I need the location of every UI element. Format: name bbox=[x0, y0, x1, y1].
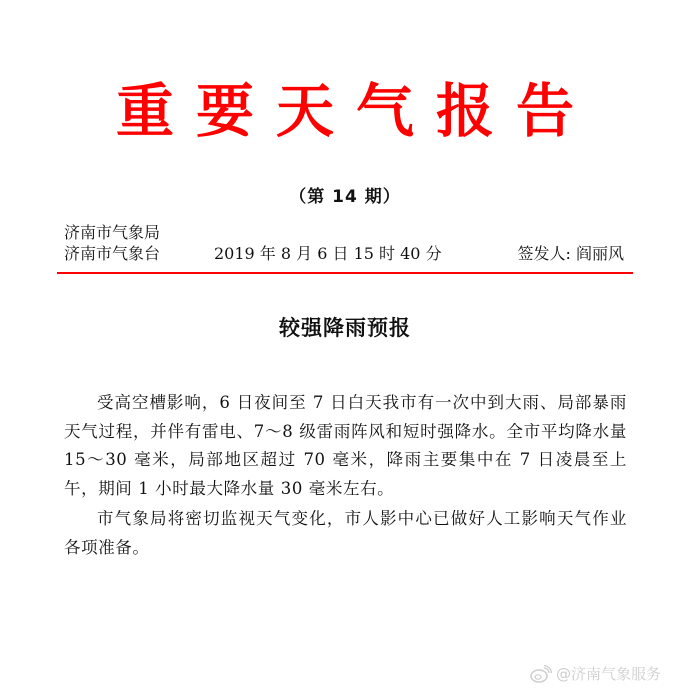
document-heading: 较强降雨预报 bbox=[279, 315, 411, 340]
red-divider bbox=[57, 272, 633, 274]
issue-number: （第 14 期） bbox=[289, 187, 401, 207]
body-text bbox=[64, 389, 627, 563]
weibo-icon bbox=[530, 665, 552, 683]
signer: 签发人: 阎丽风 bbox=[517, 244, 624, 263]
body-paragraph: 受高空槽影响，6 日夜间至 7 日白天我市有一次中到大雨、局部暴雨天气过程，并伴有雷电、7～8 级雷雨阵风和短时强降水。全市平均降水量 15～30 毫米，局部地区超过 70 毫米，降雨主要集中在 7 日凌晨至上午，期间 1 小时最大降水量 30 毫米左右。 bbox=[64, 393, 627, 498]
watermark bbox=[530, 663, 661, 684]
header-row-1 bbox=[64, 222, 624, 243]
header-row-2 bbox=[64, 243, 624, 264]
header-block bbox=[64, 222, 624, 264]
issuing-bureau: 济南市气象局 bbox=[64, 223, 161, 242]
body-paragraph: 市气象局将密切监视天气变化，市人影中心已做好人工影响天气作业各项准备。 bbox=[64, 509, 627, 557]
watermark-text: @济南气象服务 bbox=[556, 665, 662, 683]
report-title: 重要天气报告 bbox=[115, 77, 596, 145]
issue-datetime: 2019 年 8 月 6 日 15 时 40 分 bbox=[214, 244, 442, 263]
issuing-observatory: 济南市气象台 bbox=[64, 244, 161, 263]
